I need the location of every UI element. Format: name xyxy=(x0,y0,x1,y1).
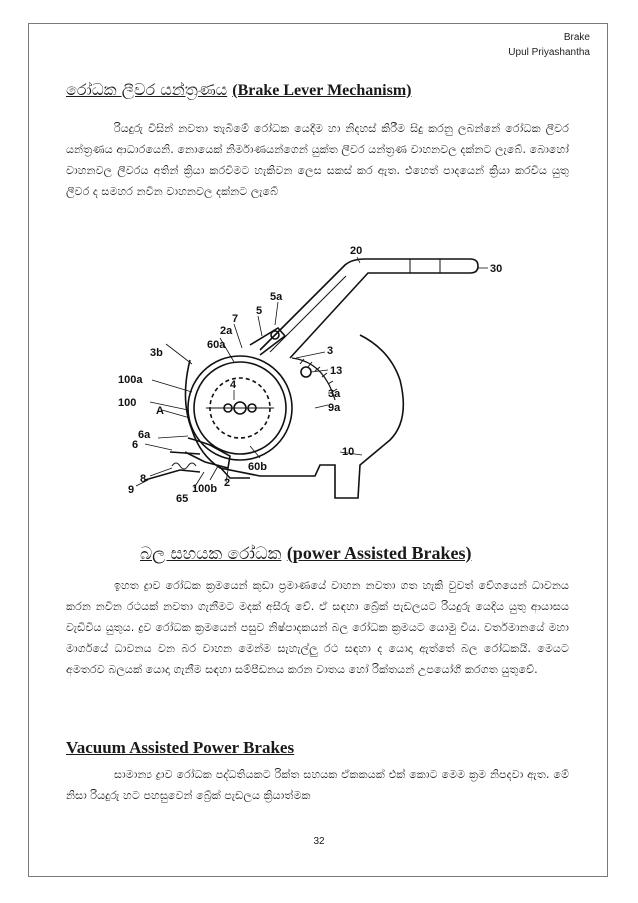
label-65: 65 xyxy=(176,493,189,505)
label-3a: 3a xyxy=(328,388,341,400)
label-60b: 60b xyxy=(248,461,267,473)
power-assisted-paragraph xyxy=(66,575,569,680)
label-7: 7 xyxy=(232,313,239,325)
label-20: 20 xyxy=(350,245,363,257)
label-5: 5 xyxy=(256,305,263,317)
heading-english: (Brake Lever Mechanism) xyxy=(232,82,412,99)
heading-english: (power Assisted Brakes) xyxy=(286,543,472,563)
label-100b: 100b xyxy=(192,483,218,495)
label-60a: 60a xyxy=(207,339,226,351)
label-3b: 3b xyxy=(150,347,163,359)
label-6: 6 xyxy=(132,439,139,451)
label-3: 3 xyxy=(327,345,334,357)
label-2: 2 xyxy=(224,477,231,489)
label-8: 8 xyxy=(140,473,147,485)
label-A: A xyxy=(156,405,164,417)
label-4: 4 xyxy=(230,379,237,391)
header-author: Upul Priyashantha xyxy=(508,47,590,58)
brake-lever-paragraph xyxy=(66,118,569,202)
header-title: Brake xyxy=(563,32,590,43)
page-number: 32 xyxy=(313,836,325,847)
label-10: 10 xyxy=(342,446,355,458)
label-6a: 6a xyxy=(138,429,151,441)
section-heading-brake-lever xyxy=(66,80,412,100)
paragraph-text: ඉහත ද්‍රාව රෝධක ක්‍රමයෙන් කුඩා ප්‍රමාණයේ වාහන නවතා ගත හැකි වුවත් වේගයෙන් ධාවනය කරන නවීන රථයක් නවතා ගැනීමට මදක් අසීරු වේ. ඒ සඳහා බ්‍රේක් පැඩලයට රියදුරු යෙදිය යුතු ආයාසය වැඩිවිය යුතුය. ද්‍රව රෝධක ක්‍රමයෙන් පසුව නිෂ්පාදකයන් බල රෝධක ක්‍රමයට යොමු විය. වර්තමානයේ මහා මාර්ගයේ ධාවනය වන බර වාහන මෙන්ම සැහැල්ලු රථ සඳහා ද යොදා ඇත්තේ බල රෝධකයි. මෙයට අමතරව බලයක් යොදා ගැනීම සඳහා සම්පීඩනය කරන වාතය හෝ රික්තයන් උපයෝගී කරගත යුතුවේ. xyxy=(66,579,569,676)
paragraph-text: රියදුරු විසින් නවතා තැබීමේ රෝධක යෙදීම හා නිදහස් කිරීම සිදු කරනු ලබන්නේ රෝධක ලීවර යන්ත්‍රණය ආධාරයෙනි. නොයෙක් නිර්මාණයන්ගෙන් යුක්ත ලීවර යන්ත්‍රණ වාහනවල දක්නට ලැබේ. බොහෝ වාහනවල ලීවරය අතින් ක්‍රියා කරවීමට හැකිවන ලෙස සකස් කර ඇත. එහෙත් පාදයෙන් ක්‍රියා කරවිය යුතු ලීවර ද සමහර නවීන වාහනවල දක්නට ලැබේ xyxy=(66,122,569,198)
brake-lever-diagram xyxy=(110,240,510,510)
label-2a: 2a xyxy=(220,325,233,337)
label-9: 9 xyxy=(128,484,135,496)
section-heading-power-assisted xyxy=(140,543,471,564)
label-9a: 9a xyxy=(328,402,341,414)
label-100: 100 xyxy=(118,397,137,409)
heading-sinhala: රෝධක ලීවර යන්ත්‍රණය xyxy=(66,80,228,99)
label-5a: 5a xyxy=(270,291,283,303)
vacuum-assisted-paragraph xyxy=(66,764,569,806)
page-header xyxy=(508,30,590,60)
label-100a: 100a xyxy=(118,374,143,386)
section-heading-vacuum-assisted: Vacuum Assisted Power Brakes xyxy=(66,738,295,757)
label-30: 30 xyxy=(490,263,503,275)
heading-sinhala: බල සහයක රෝධක xyxy=(140,544,282,564)
paragraph-text: සාමාන්‍ය ද්‍රාව රෝධක පද්ධතියකට රික්ත සහයක ඒකකයක් එක් කොට මෙම ක්‍රම නිපදවා ඇත. මේ නිසා රියදුරු හට පහසුවෙන් බ්‍රේක් පැඩලය ක්‍රියාත්මක xyxy=(66,768,569,802)
label-13: 13 xyxy=(330,365,343,377)
